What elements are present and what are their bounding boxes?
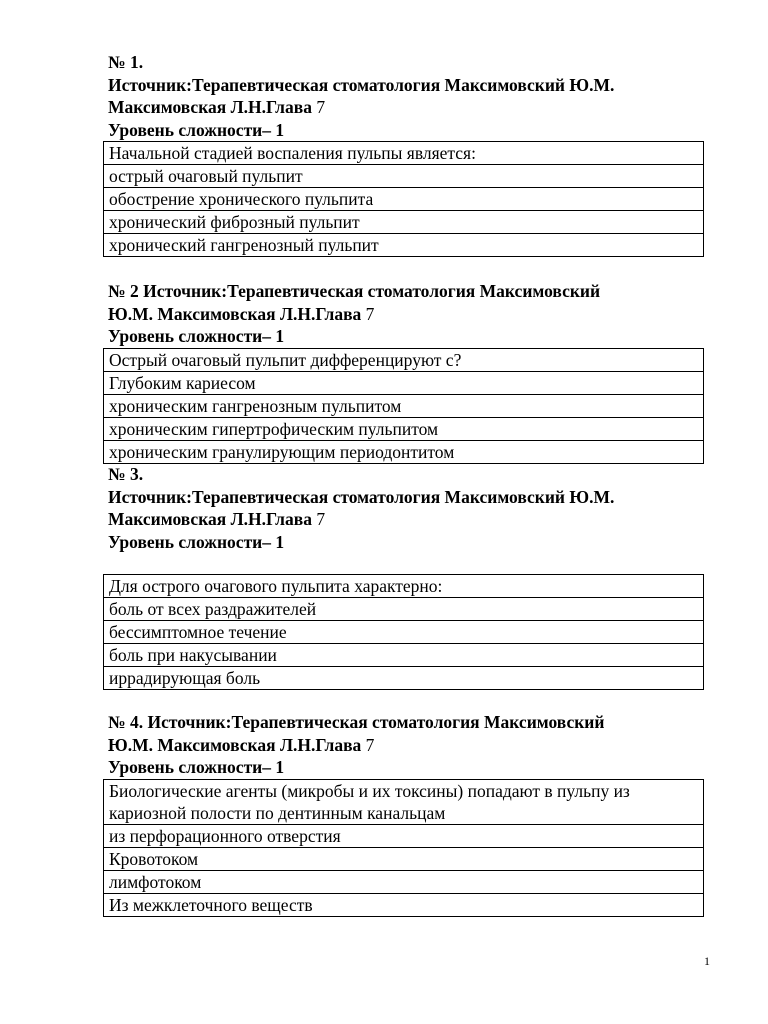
question-text: Для острого очагового пульпита характерно: xyxy=(104,575,704,598)
table-row xyxy=(104,644,704,667)
answer-option: хронический гангренозный пульпит xyxy=(104,234,704,257)
question-text: Начальной стадией воспаления пульпы является: xyxy=(104,142,704,165)
difficulty-level: Уровень сложности– 1 xyxy=(108,326,285,346)
table-row xyxy=(104,142,704,165)
answer-option: иррадирующая боль xyxy=(104,667,704,690)
table-row xyxy=(104,824,704,847)
table-row xyxy=(104,575,704,598)
table-row xyxy=(104,371,704,394)
table-row xyxy=(104,667,704,690)
question-number-source-line: № 4. Источник:Терапевтическая стоматология Максимовский xyxy=(108,712,605,732)
question-2 xyxy=(108,280,708,464)
table-row xyxy=(104,417,704,440)
question-table xyxy=(103,141,704,257)
question-source-line-2 xyxy=(108,508,708,531)
question-source-line-2 xyxy=(108,303,708,326)
chapter-number: 7 xyxy=(361,734,375,755)
table-row xyxy=(104,870,704,893)
question-3 xyxy=(108,463,708,690)
spacer xyxy=(108,553,708,574)
question-table xyxy=(103,348,704,464)
answer-option: обострение хронического пульпита xyxy=(104,188,704,211)
table-row xyxy=(104,211,704,234)
question-number: № 1. xyxy=(108,52,144,72)
table-row xyxy=(104,394,704,417)
table-row xyxy=(104,348,704,371)
question-number-source-line: № 2 Источник:Терапевтическая стоматология Максимовский xyxy=(108,281,601,301)
answer-option: острый очаговый пульпит xyxy=(104,165,704,188)
table-row xyxy=(104,779,704,824)
source-authors: Ю.М. Максимовская Л.Н.Глава xyxy=(108,734,362,755)
table-row xyxy=(104,234,704,257)
question-4 xyxy=(108,711,708,917)
answer-option: Из межклеточного веществ xyxy=(104,893,704,916)
question-text: Биологические агенты (микробы и их токсины) попадают в пульпу из кариозной полости по дентинным канальцам xyxy=(104,779,704,824)
source-authors: Максимовская Л.Н.Глава xyxy=(108,509,312,529)
table-row xyxy=(104,621,704,644)
table-row xyxy=(104,188,704,211)
question-table xyxy=(103,574,704,690)
difficulty-level: Уровень сложности– 1 xyxy=(108,531,285,552)
question-source-line-2 xyxy=(108,96,708,119)
answer-option: хроническим гипертрофическим пульпитом xyxy=(104,417,704,440)
table-row xyxy=(104,893,704,916)
chapter-number: 7 xyxy=(311,509,326,529)
source-authors: Ю.М. Максимовская Л.Н.Глава xyxy=(108,303,362,324)
table-row xyxy=(104,440,704,463)
question-text: Острый очаговый пульпит дифференцируют с? xyxy=(104,348,704,371)
answer-option: из перфорационного отверстия xyxy=(104,824,704,847)
table-row xyxy=(104,847,704,870)
answer-option: боль от всех раздражителей xyxy=(104,598,704,621)
source-authors: Максимовская Л.Н.Глава xyxy=(108,97,312,117)
answer-option: бессимптомное течение xyxy=(104,621,704,644)
difficulty-level: Уровень сложности– 1 xyxy=(108,757,285,777)
chapter-number: 7 xyxy=(311,97,326,117)
table-row xyxy=(104,165,704,188)
difficulty-level: Уровень сложности– 1 xyxy=(108,119,285,140)
question-1 xyxy=(108,51,708,257)
question-source-line: Источник:Терапевтическая стоматология Максимовский Ю.М. xyxy=(108,486,615,507)
answer-option: хроническим гранулирующим периодонтитом xyxy=(104,440,704,463)
chapter-number: 7 xyxy=(361,303,375,324)
answer-option: Глубоким кариесом xyxy=(104,371,704,394)
question-number: № 3. xyxy=(108,464,144,484)
answer-option: лимфотоком xyxy=(104,870,704,893)
answer-option: хроническим гангренозным пульпитом xyxy=(104,394,704,417)
answer-option: боль при накусывании xyxy=(104,644,704,667)
question-table xyxy=(103,779,704,917)
question-source-line: Источник:Терапевтическая стоматология Максимовский Ю.М. xyxy=(108,74,615,95)
answer-option: Кровотоком xyxy=(104,847,704,870)
question-source-line-2 xyxy=(108,734,708,757)
page-number: 1 xyxy=(704,954,710,968)
table-row xyxy=(104,598,704,621)
answer-option: хронический фиброзный пульпит xyxy=(104,211,704,234)
